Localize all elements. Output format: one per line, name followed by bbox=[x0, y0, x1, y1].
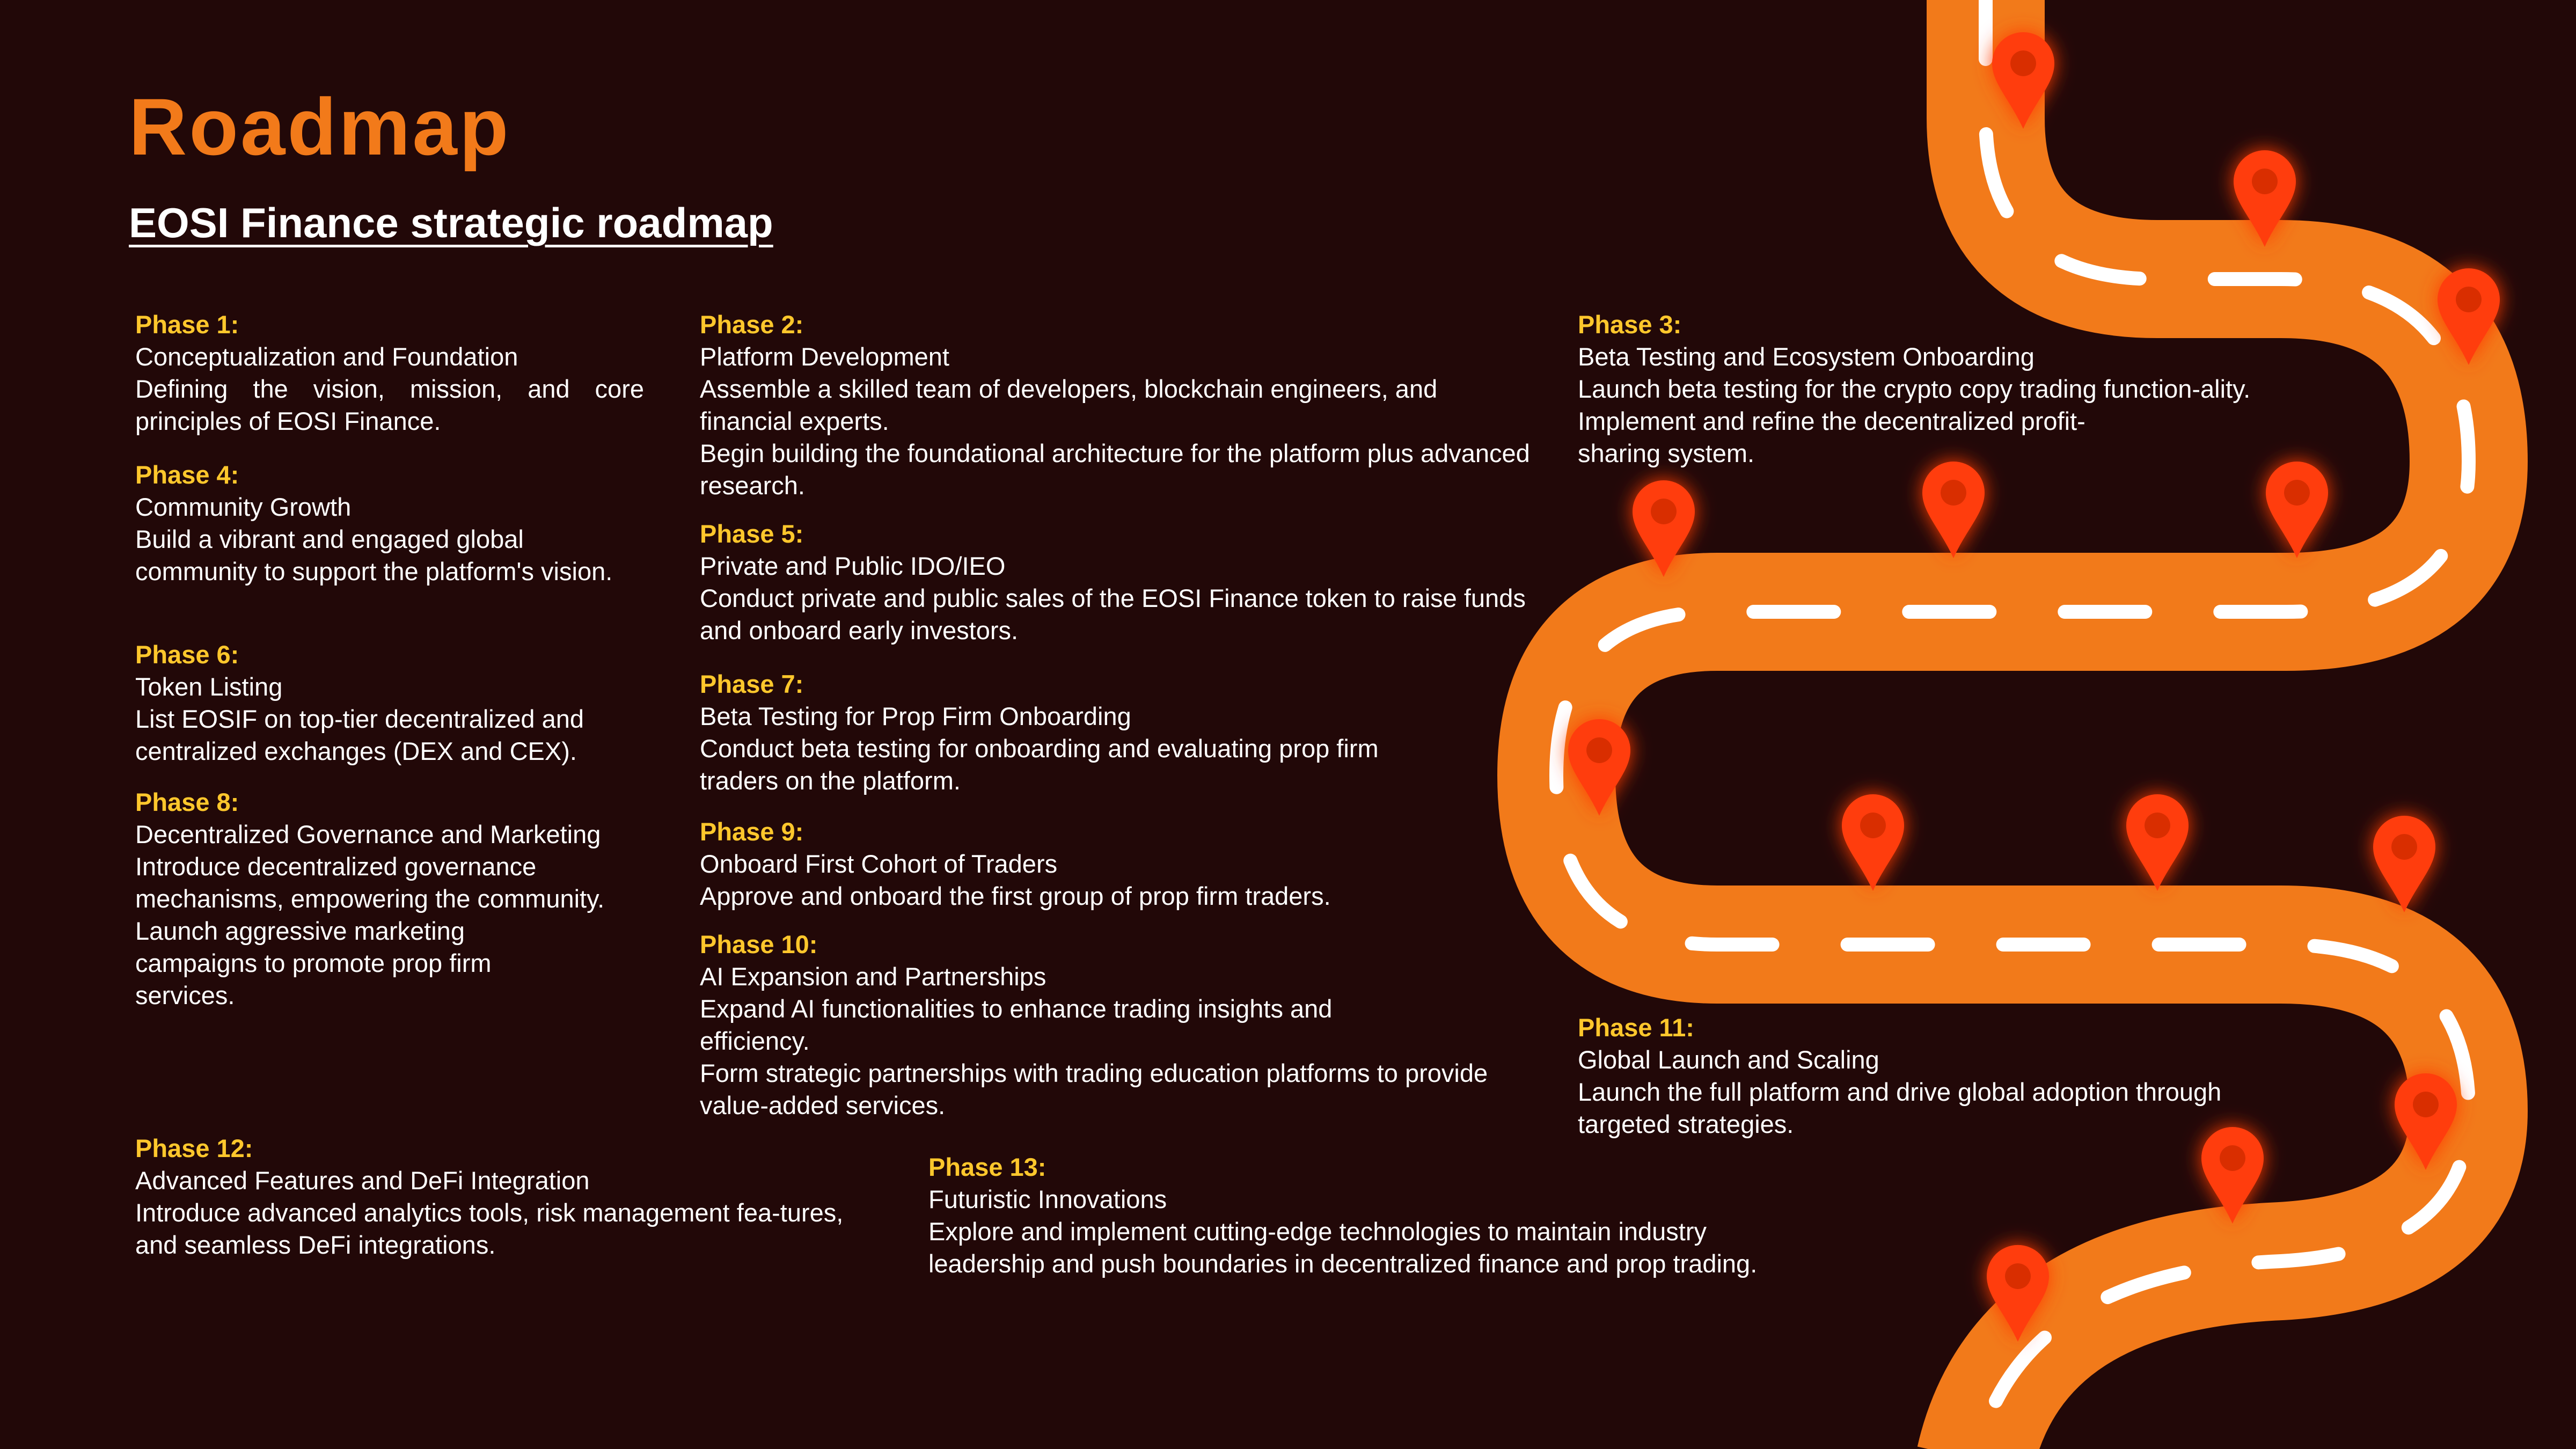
phase-description: Launch the full platform and drive global adoption through targeted strategies. bbox=[1578, 1078, 2222, 1138]
phase-name: Decentralized Governance and Marketing bbox=[135, 820, 601, 848]
phase-3 bbox=[1578, 309, 2313, 470]
phase-name: Community Growth bbox=[135, 493, 352, 521]
phase-11 bbox=[1578, 1012, 2318, 1140]
phase-description: Form strategic partnerships with trading education platforms to provide value-added services. bbox=[700, 1059, 1488, 1119]
phase-name: Beta Testing for Prop Firm Onboarding bbox=[700, 702, 1131, 730]
phase-name: Token Listing bbox=[135, 672, 283, 701]
phase-name: Onboard First Cohort of Traders bbox=[700, 850, 1058, 878]
phase-description: Explore and implement cutting-edge technologies to maintain industry leadership and push boundaries in decentralized finance and prop trading. bbox=[928, 1217, 1758, 1278]
phase-description: Launch aggressive marketing campaigns to promote prop firm services. bbox=[135, 917, 492, 1009]
phase-description: Begin building the foundational architecture for the platform plus advanced research. bbox=[700, 439, 1530, 500]
page-subtitle: EOSI Finance strategic roadmap bbox=[129, 199, 773, 246]
phase-name: AI Expansion and Partnerships bbox=[700, 962, 1046, 991]
phase-1 bbox=[135, 309, 644, 437]
phase-name: Private and Public IDO/IEO bbox=[700, 552, 1006, 580]
phase-name: Advanced Features and DeFi Integration bbox=[135, 1166, 590, 1195]
phase-10 bbox=[700, 928, 1548, 1122]
phase-5 bbox=[700, 518, 1548, 647]
phase-description: Defining the vision, mission, and core principles of EOSI Finance. bbox=[135, 375, 644, 435]
phase-label: Phase 11: bbox=[1578, 1013, 1694, 1042]
phase-description: Implement and refine the decentralized profit-sharing system. bbox=[1578, 407, 2085, 467]
phase-name: Futuristic Innovations bbox=[928, 1185, 1167, 1213]
phase-label: Phase 1: bbox=[135, 310, 239, 339]
phase-description: Conduct private and public sales of the EOSI Finance token to raise funds and onboard early investors. bbox=[700, 584, 1526, 645]
phase-description: Expand AI functionalities to enhance trading insights and efficiency. bbox=[700, 994, 1333, 1055]
phase-6 bbox=[135, 639, 650, 767]
phase-label: Phase 2: bbox=[700, 310, 804, 339]
phase-name: Conceptualization and Foundation bbox=[135, 342, 518, 371]
phase-9 bbox=[700, 816, 1548, 912]
phase-8 bbox=[135, 786, 618, 1012]
map-pin-icon bbox=[1842, 794, 1904, 891]
map-pin-icon bbox=[1922, 462, 1985, 558]
phase-4 bbox=[135, 459, 618, 588]
phase-description: List EOSIF on top-tier decentralized and centralized exchanges (DEX and CEX). bbox=[135, 705, 584, 765]
phase-12 bbox=[135, 1132, 881, 1261]
phase-description: Introduce advanced analytics tools, risk management fea-tures, and seamless DeFi integrations. bbox=[135, 1198, 844, 1259]
phase-name: Platform Development bbox=[700, 342, 949, 371]
phase-7 bbox=[700, 668, 1397, 797]
phase-description: Approve and onboard the first group of prop firm traders. bbox=[700, 882, 1331, 910]
phase-label: Phase 3: bbox=[1578, 310, 1682, 339]
phase-description: Introduce decentralized governance mechanisms, empowering the community. bbox=[135, 852, 605, 913]
phase-label: Phase 12: bbox=[135, 1134, 253, 1162]
phase-description: Build a vibrant and engaged global community to support the platform's vision. bbox=[135, 525, 613, 586]
phase-label: Phase 8: bbox=[135, 788, 239, 816]
phase-label: Phase 10: bbox=[700, 930, 818, 958]
map-pin-icon bbox=[2266, 462, 2328, 558]
phase-label: Phase 7: bbox=[700, 670, 804, 698]
phase-13 bbox=[928, 1151, 1766, 1280]
phase-label: Phase 6: bbox=[135, 640, 239, 669]
phase-label: Phase 5: bbox=[700, 519, 804, 548]
phase-name: Beta Testing and Ecosystem Onboarding bbox=[1578, 342, 2035, 371]
phase-description: Conduct beta testing for onboarding and evaluating prop firm traders on the platform. bbox=[700, 734, 1379, 795]
phase-description: Launch beta testing for the crypto copy trading function-ality. bbox=[1578, 375, 2251, 403]
page-title: Roadmap bbox=[129, 82, 511, 172]
phase-2 bbox=[700, 309, 1548, 502]
phase-label: Phase 13: bbox=[928, 1153, 1046, 1181]
phase-label: Phase 4: bbox=[135, 460, 239, 489]
map-pin-icon bbox=[2126, 794, 2189, 891]
phase-label: Phase 9: bbox=[700, 817, 804, 846]
map-pin-icon bbox=[2373, 816, 2435, 912]
phase-description: Assemble a skilled team of developers, blockchain engineers, and financial experts. bbox=[700, 375, 1438, 435]
phase-name: Global Launch and Scaling bbox=[1578, 1045, 1879, 1074]
